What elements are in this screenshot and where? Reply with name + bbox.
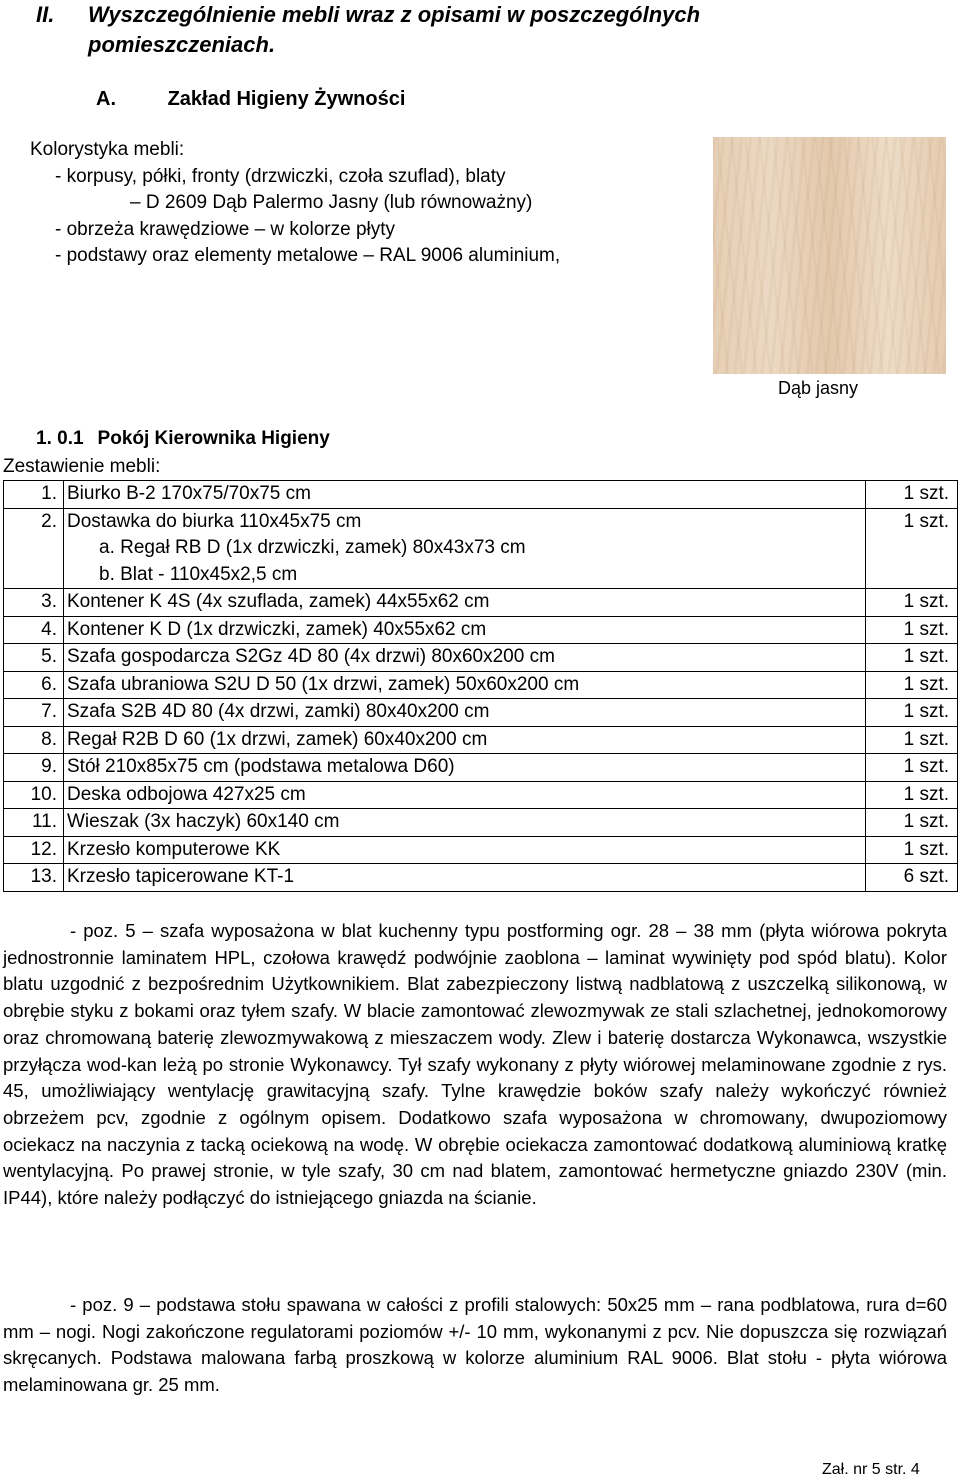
item-quantity: 1 szt. <box>866 481 958 509</box>
subsection-letter: A. <box>96 88 116 110</box>
subsection-title: Zakład Higieny Żywności <box>167 88 406 110</box>
colour-line: – D 2609 Dąb Palermo Jasny (lub równoważny) <box>130 192 533 214</box>
item-quantity: 6 szt. <box>866 864 958 892</box>
item-description-text: Krzesło tapicerowane KT-1 <box>67 866 295 887</box>
item-quantity: 1 szt. <box>866 508 958 589</box>
section-title: Wyszczególnienie mebli wraz z opisami w poszczególnych pomieszczeniach. <box>88 2 701 57</box>
note-text: - poz. 9 – podstawa stołu spawana w całości z profili stalowych: 50x25 mm – rana podblatowa, rura d=60 mm – nogi. Nogi zakończone regulatorami poziomów +/- 10 mm, wykonanymi z pcv. Nie dopuszcza się rozwiązań skręcanych. Podstawa malowana farbą proszkową w kolorze aluminium RAL 9006. Blat stołu - płyta wiórowa melaminowana gr. 25 mm. <box>3 1294 947 1396</box>
table-row <box>4 508 958 589</box>
item-description-text: Deska odbojowa 427x25 cm <box>67 783 306 805</box>
page-footer: Zał. nr 5 str. 4 <box>822 1461 920 1478</box>
item-number: 7. <box>4 699 64 727</box>
wood-swatch-caption: Dąb jasny <box>778 378 859 398</box>
room-number: 1. 0.1 <box>36 428 84 449</box>
table-row <box>4 726 958 754</box>
item-quantity: 1 szt. <box>866 699 958 727</box>
subsection-heading <box>96 86 405 112</box>
colour-description <box>30 137 560 270</box>
item-number: 9. <box>4 754 64 782</box>
item-number: 10. <box>4 781 64 809</box>
colour-line: - obrzeża krawędziowe – w kolorze płyty <box>55 218 396 240</box>
item-quantity: 1 szt. <box>866 644 958 672</box>
item-description-text: Szafa ubraniowa S2U D 50 (1x drzwi, zamek) 50x60x200 cm <box>67 673 580 695</box>
item-number: 3. <box>4 589 64 617</box>
item-number: 2. <box>4 508 64 589</box>
note-paragraph <box>3 918 947 1212</box>
colour-line: Kolorystyka mebli: <box>30 139 185 160</box>
item-description-text: Szafa gospodarcza S2Gz 4D 80 (4x drzwi) 80x60x200 cm <box>67 646 555 667</box>
colour-line: - korpusy, półki, fronty (drzwiczki, czoła szuflad), blaty <box>55 165 506 187</box>
item-quantity: 1 szt. <box>866 616 958 644</box>
item-description <box>64 508 866 589</box>
table-row <box>4 864 958 892</box>
item-description-text: Wieszak (3x haczyk) 60x140 cm <box>67 811 340 832</box>
note-paragraph <box>3 1292 947 1399</box>
item-description <box>64 781 866 809</box>
table-row <box>4 836 958 864</box>
item-description <box>64 864 866 892</box>
item-description <box>64 726 866 754</box>
table-row <box>4 809 958 837</box>
item-subcomponent: a. Regał RB D (1x drzwiczki, zamek) 80x43x73 cm <box>99 537 526 558</box>
item-description <box>64 671 866 699</box>
note-text: - poz. 5 – szafa wyposażona w blat kuchenny typu postforming ogr. 28 – 38 mm (płyta wiórowa pokryta jednostronnie laminatem HPL, czołowa krawędź podwójnie zaoblona – laminat wywinięty pod spód blatu). Kolor blatu uzgodnić z bezpośrednim Użytkownikiem. Blat zabezpieczony listwą nadblatową z uszczelką silikonową, w obrębie styku z bokami oraz tyłem szafy. W blacie zamontować zlewozmywak ze stali szlachetnej, jednokomorowy oraz chromowaną baterię zlewozmywakową z mieszaczem wody. Zlew i baterię dostarcza Wykonawca, wszystkie przyłącza wod-kan leżą po stronie Wykonawcy. Tył szafy wykonany z płyty wiórowej melaminowane zgodnie z rys. 45, umożliwiający wentylację grawitacyjną szafy. Tylne krawędzie boków szafy należy wykończyć również obrzeżem pcv, zgodnie z ogólnym opisem. Dodatkowo szafa wyposażona w chromowany, dwupoziomowy ociekacz na naczynia z tacką ociekową na wodę. W obrębie ociekacza zamontować dodatkową aluminiową kratkę wentylacyjną. Po prawej stronie, w tyle szafy, 30 cm nad blatem, zamontować hermetyczne gniazdo 230V (min. IP44), które należy podłączyć do istniejącego gniazda na ścianie. <box>3 920 947 1209</box>
item-description-text: Regał R2B D 60 (1x drzwi, zamek) 60x40x200 cm <box>67 728 488 750</box>
table-row <box>4 699 958 727</box>
item-quantity: 1 szt. <box>866 781 958 809</box>
item-description <box>64 809 866 837</box>
item-number: 6. <box>4 671 64 699</box>
furniture-table <box>3 480 958 892</box>
item-subcomponent: b. Blat - 110x45x2,5 cm <box>99 563 298 585</box>
item-quantity: 1 szt. <box>866 671 958 699</box>
item-description-text: Szafa S2B 4D 80 (4x drzwi, zamki) 80x40x200 cm <box>67 701 490 722</box>
table-row <box>4 754 958 782</box>
item-quantity: 1 szt. <box>866 754 958 782</box>
item-quantity: 1 szt. <box>866 589 958 617</box>
item-quantity: 1 szt. <box>866 809 958 837</box>
table-row <box>4 481 958 509</box>
list-heading: Zestawienie mebli: <box>3 456 161 477</box>
item-description <box>64 754 866 782</box>
item-quantity: 1 szt. <box>866 836 958 864</box>
item-description-text: Krzesło komputerowe KK <box>67 838 281 860</box>
item-description-text: Kontener K D (1x drzwiczki, zamek) 40x55x62 cm <box>67 618 487 640</box>
item-description-text: Stół 210x85x75 cm (podstawa metalowa D60) <box>67 756 455 777</box>
item-description <box>64 644 866 672</box>
item-description <box>64 616 866 644</box>
item-description <box>64 836 866 864</box>
item-quantity: 1 szt. <box>866 726 958 754</box>
item-number: 5. <box>4 644 64 672</box>
table-row <box>4 589 958 617</box>
item-description <box>64 589 866 617</box>
item-number: 8. <box>4 726 64 754</box>
room-name: Pokój Kierownika Higieny <box>97 428 330 449</box>
item-description <box>64 699 866 727</box>
section-number: II. <box>36 2 55 27</box>
room-heading <box>36 427 330 451</box>
wood-swatch-image <box>713 137 946 374</box>
item-number: 11. <box>4 809 64 837</box>
item-number: 4. <box>4 616 64 644</box>
item-description-text: Kontener K 4S (4x szuflada, zamek) 44x55x62 cm <box>67 591 490 612</box>
item-number: 12. <box>4 836 64 864</box>
colour-line: - podstawy oraz elementy metalowe – RAL 9006 aluminium, <box>55 245 561 267</box>
item-number: 13. <box>4 864 64 892</box>
table-row <box>4 781 958 809</box>
item-description <box>64 481 866 509</box>
item-description-text: Biurko B-2 170x75/70x75 cm <box>67 483 311 504</box>
table-row <box>4 644 958 672</box>
item-number: 1. <box>4 481 64 509</box>
table-row <box>4 616 958 644</box>
item-description-text: Dostawka do biurka 110x45x75 cm <box>67 510 362 532</box>
table-row <box>4 671 958 699</box>
